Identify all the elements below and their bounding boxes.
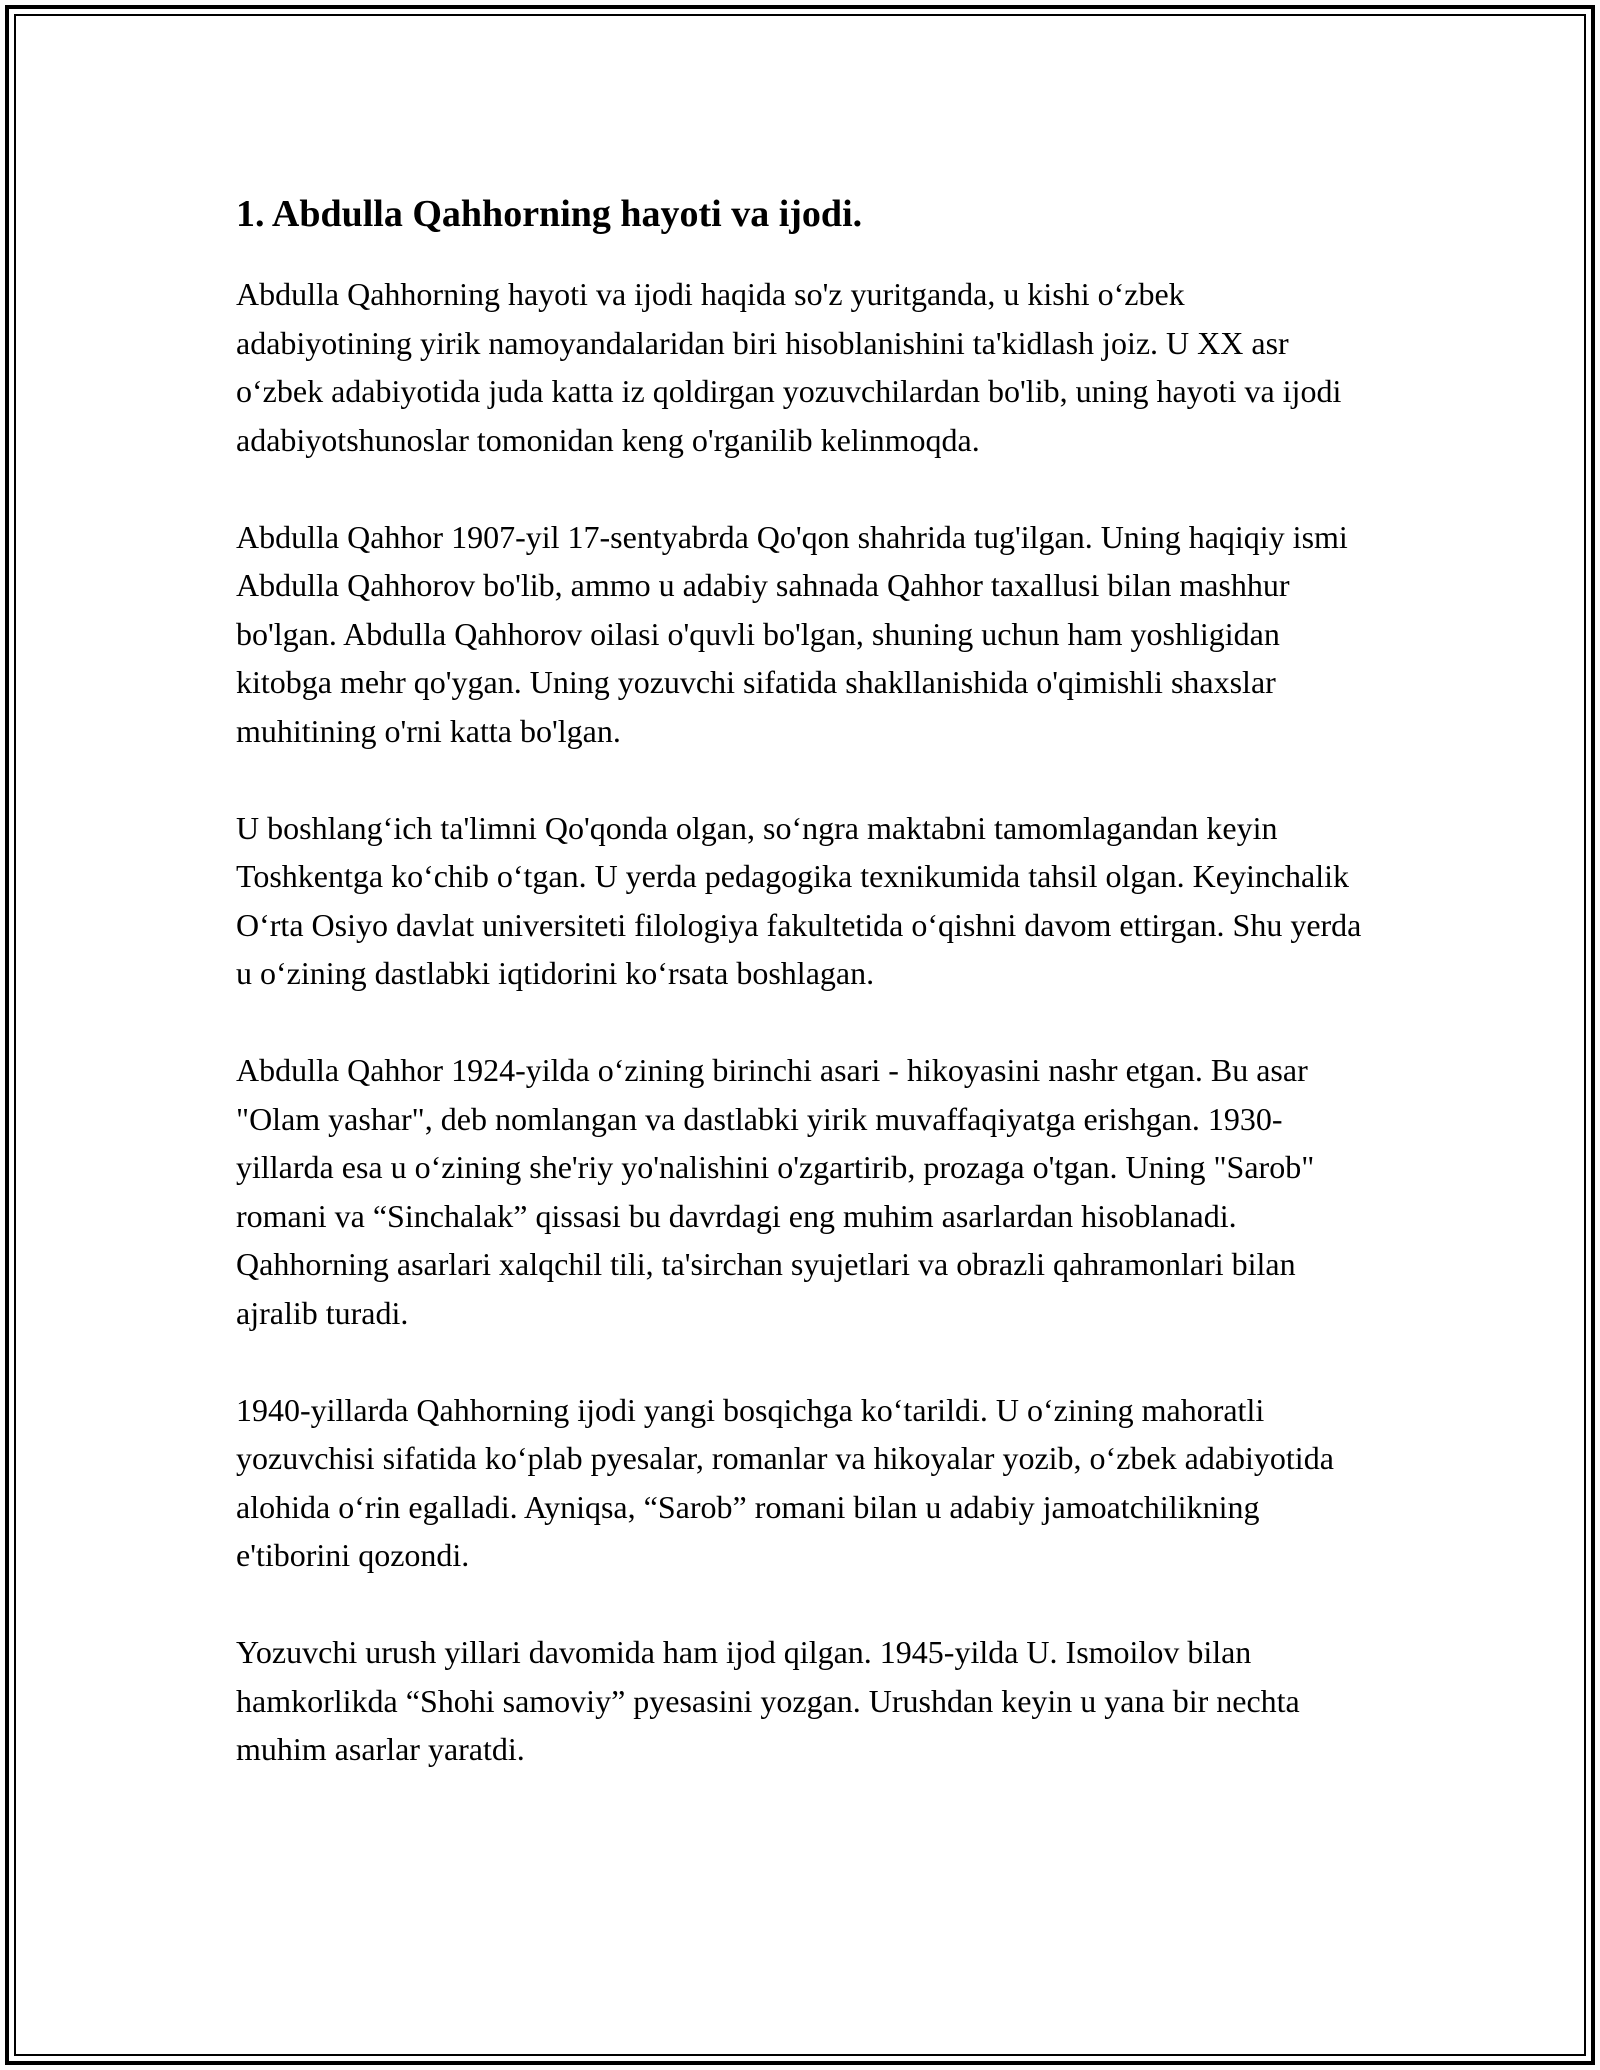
paragraph-3: U boshlang‘ich ta'limni Qo'qonda olgan, so‘ngra maktabni tamomlagandan keyin Toshkentga ko‘chib o‘tgan. U yerda pedagogika texnikumida tahsil olgan. Keyinchalik O‘rta Osiyo davlat universiteti filologiya fakultetida o‘qishni davom ettirgan. Shu yerda u o‘zining dastlabki iqtidorini ko‘rsata boshlagan. xyxy=(236,809,1362,991)
paragraph-6: Yozuvchi urush yillari davomida ham ijod qilgan. 1945-yilda U. Ismoilov bilan hamkorlikda “Shohi samoviy” pyesasini yozgan. Urushdan keyin u yana bir nechta muhim asarlar yaratdi. xyxy=(236,1634,1300,1767)
paragraph-1: Abdulla Qahhorning hayoti va ijodi haqida so'z yuritganda, u kishi o‘zbek adabiyotining yirik namoyandalaridan biri hisoblanishini ta'kidlash joiz. U XX asr o‘zbek adabiyotida juda katta iz qoldirgan yozuvchilardan bo'lib, uning hayoti va ijodi adabiyotshunoslar tomonidan keng o'rganilib kelinmoqda. xyxy=(236,276,1342,458)
document-body xyxy=(236,186,1366,1822)
paragraph-5: 1940-yillarda Qahhorning ijodi yangi bosqichga ko‘tarildi. U o‘zining mahoratli yozuvchisi sifatida ko‘plab pyesalar, romanlar va hikoyalar yozib, o‘zbek adabiyotida alohida o‘rin egalladi. Ayniqsa, “Sarob” romani bilan u adabiy jamoatchilikning e'tiborini qozondi. xyxy=(236,1391,1334,1573)
paragraph-2: Abdulla Qahhor 1907-yil 17-sentyabrda Qo'qon shahrida tug'ilgan. Uning haqiqiy ismi Abdulla Qahhorov bo'lib, ammo u adabiy sahnada Qahhor taxallusi bilan mashhur bo'lgan. Abdulla Qahhorov oilasi o'quvli bo'lgan, shuning uchun ham yoshligidan kitobga mehr qo'ygan. Uning yozuvchi sifatida shakllanishida o'qimishli shaxslar muhitining o'rni katta bo'lgan. xyxy=(236,518,1348,749)
paragraph-4: Abdulla Qahhor 1924-yilda o‘zining birinchi asari - hikoyasini nashr etgan. Bu asar "Olam yashar", deb nomlangan va dastlabki yirik muvaffaqiyatga erishgan. 1930-yillarda esa u o‘zining she'riy yo'nalishini o'zgartirib, prozaga o'tgan. Uning "Sarob" romani va “Sinchalak” qissasi bu davrdagi eng muhim asarlardan hisoblanadi. Qahhorning asarlari xalqchil tili, ta'sirchan syujetlari va obrazli qahramonlari bilan ajralib turadi. xyxy=(236,1052,1315,1331)
document-title: 1. Abdulla Qahhorning hayoti va ijodi. xyxy=(236,193,863,235)
